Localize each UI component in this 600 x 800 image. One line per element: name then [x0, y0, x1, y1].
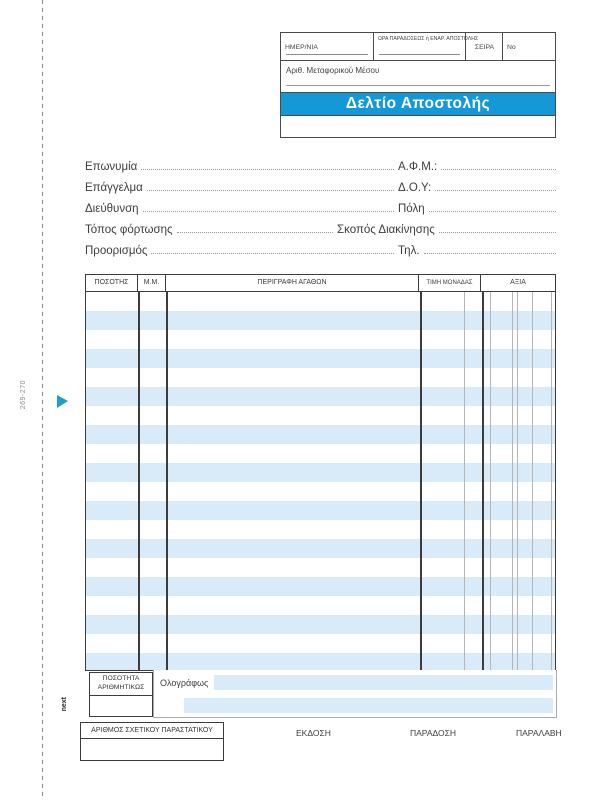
date-writeline [286, 54, 368, 55]
column-divider [420, 292, 422, 670]
field-label-phone: Τηλ. [398, 245, 420, 257]
field-label-loading-place: Τόπος φόρτωσης [85, 224, 173, 236]
related-document-label: ΑΡΙΘΜΟΣ ΣΧΕΤΙΚΟΥ ΠΑΡΑΣΤΑΤΙΚΟΥ [81, 723, 223, 739]
field-writeline [143, 210, 394, 212]
arrow-marker-icon [57, 395, 68, 408]
sub-column-rule [517, 292, 518, 670]
sub-column-rule [512, 292, 513, 670]
header-empty-row [281, 116, 555, 137]
col-header-unit-price: ΤΙΜΗ ΜΟΝΑΔΑΣ [419, 275, 481, 291]
form-title-banner [281, 93, 555, 116]
field-writeline [435, 189, 556, 191]
date-label: ΗΜΕΡ/ΝΙΑ [285, 44, 318, 51]
field-writeline [147, 189, 394, 191]
date-cell [281, 33, 374, 60]
number-cell [503, 33, 555, 60]
column-divider [166, 292, 168, 670]
field-row [85, 173, 556, 194]
brand-mark: next [61, 697, 68, 712]
field-label-vat: Α.Φ.Μ.: [398, 161, 438, 173]
in-words-label: Ολογράφως [160, 677, 209, 688]
field-label-tax-office: Δ.Ο.Υ: [398, 182, 432, 194]
field-writeline [429, 210, 556, 212]
field-writeline [151, 252, 394, 254]
field-label-name: Επωνυμία [85, 161, 138, 173]
goods-table [85, 274, 556, 671]
field-writeline [439, 231, 556, 233]
time-cell [374, 33, 479, 60]
header-box [280, 32, 556, 138]
field-writeline [177, 231, 333, 233]
col-header-description: ΠΕΡΙΓΡΑΦΗ ΑΓΑΘΩΝ [166, 275, 419, 291]
vehicle-number-row [281, 61, 555, 93]
sub-column-rule [551, 292, 552, 670]
perforation-line [42, 0, 43, 800]
field-writeline [424, 252, 556, 254]
column-divider [138, 292, 140, 670]
signature-label-receipt: ΠΑΡΑΛΑΒΗ [516, 728, 562, 738]
field-label-city: Πόλη [398, 203, 425, 215]
vehicle-number-label: Αριθ. Μεταφορικού Μέσου [286, 66, 380, 75]
fields-section [85, 152, 556, 257]
quantity-in-words-box [153, 670, 557, 718]
col-header-unit: Μ.Μ. [138, 275, 166, 291]
time-writeline [379, 54, 460, 55]
sub-column-rule [490, 292, 491, 670]
sub-column-rule [464, 292, 465, 670]
form-code: 269-270 [20, 380, 27, 410]
goods-table-body [85, 292, 556, 671]
field-row [85, 152, 556, 173]
field-label-address: Διεύθυνση [85, 203, 139, 215]
header-row-top [281, 33, 555, 61]
field-writeline [141, 168, 394, 170]
goods-table-header [85, 274, 556, 292]
series-cell [466, 33, 503, 60]
series-label: ΣΕΙΡΑ [474, 44, 495, 51]
number-label: No [507, 44, 516, 51]
sub-column-rule [532, 292, 533, 670]
field-row [85, 215, 556, 236]
col-header-quantity: ΠΟΣΟΤΗΣ [86, 275, 138, 291]
field-row [85, 194, 556, 215]
field-row [85, 236, 556, 257]
col-header-value: ΑΞΙΑ [510, 279, 526, 287]
vehicle-writeline [286, 85, 550, 86]
field-label-destination: Προορισμός [85, 245, 148, 257]
quantity-numeric-label: ΠΟΣΟΤΗΤΑ ΑΡΙΘΜΗΤΙΚΩΣ [90, 673, 152, 696]
field-label-profession: Επάγγελμα [85, 182, 143, 194]
column-divider [482, 292, 484, 670]
form-title: Δελτίο Αποστολής [345, 95, 491, 112]
in-words-writebar [214, 675, 553, 690]
field-writeline [441, 168, 556, 170]
field-label-movement-purpose: Σκοπός Διακίνησης [337, 224, 435, 236]
signature-label-delivery: ΠΑΡΑΔΟΣΗ [410, 728, 457, 738]
in-words-writebar [184, 698, 553, 713]
time-label: ΩΡΑ ΠΑΡΑΔΟΣΕΩΣ ή ΕΝΑΡ. ΑΠΟΣΤΟΛΗΣ [378, 36, 479, 42]
quantity-numeric-box [89, 672, 153, 717]
signature-label-issue: ΕΚΔΟΣΗ [296, 728, 331, 738]
related-document-box [80, 722, 224, 761]
